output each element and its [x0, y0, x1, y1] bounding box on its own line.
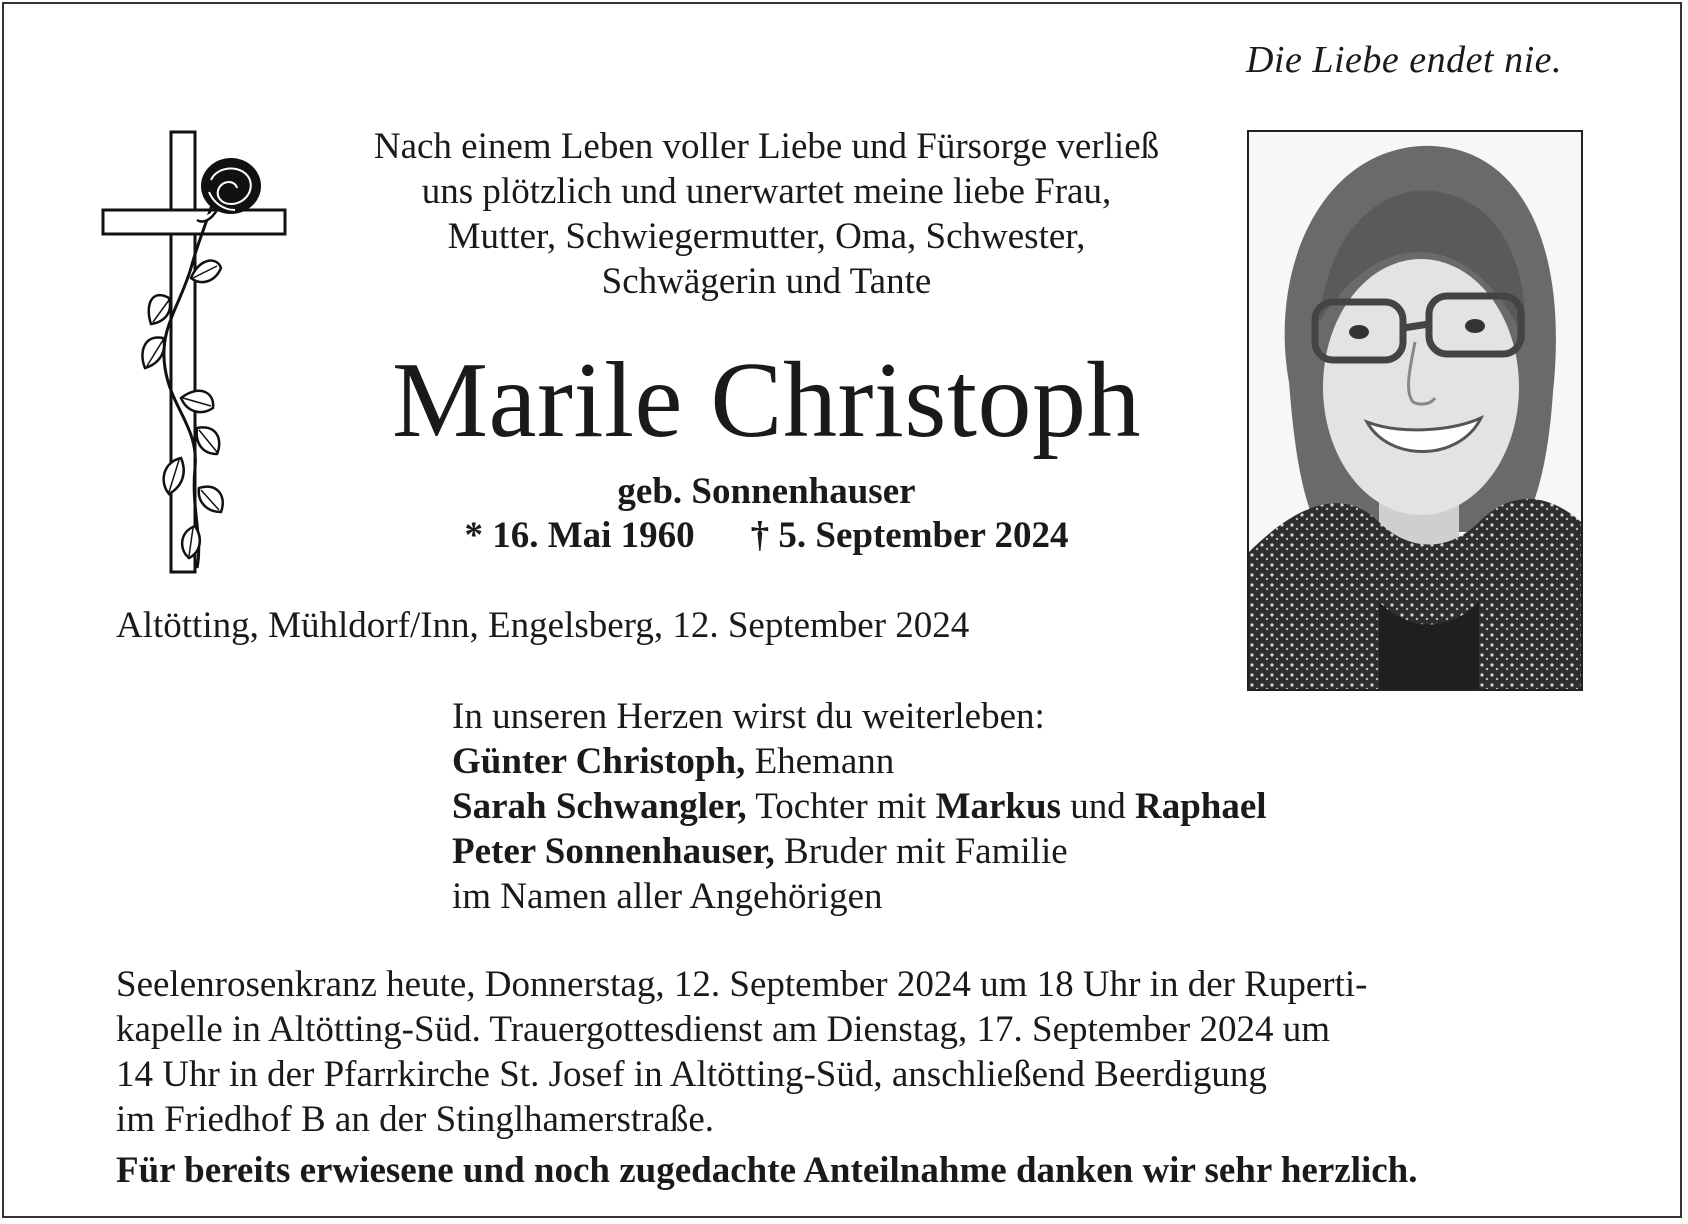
death-date: † 5. September 2024: [750, 515, 1069, 556]
cross-with-rose-icon: [99, 128, 289, 578]
intro-text: [304, 124, 1229, 304]
portrait-photo: [1247, 130, 1583, 691]
mourner-relation: Ehemann: [745, 741, 895, 782]
service-line: kapelle in Altötting-Süd. Trauergottesdienst am Dienstag, 17. September 2024 um: [116, 1009, 1331, 1050]
place-date: Altötting, Mühldorf/Inn, Engelsberg, 12. September 2024: [116, 605, 970, 646]
mourners-closing: im Namen aller Angehörigen: [452, 876, 883, 917]
mourner-name: Günter Christoph,: [452, 741, 746, 782]
mourner-name: Markus: [935, 786, 1061, 827]
mourner-relation: Tochter mit: [746, 786, 936, 827]
intro-line: Nach einem Leben voller Liebe und Fürsorge verließ: [373, 126, 1160, 167]
mourner-row: [452, 829, 1267, 874]
obituary-card: [2, 2, 1682, 1218]
thanks-line: Für bereits erwiesene und noch zugedachte Anteilnahme danken wir sehr herzlich.: [116, 1150, 1418, 1191]
birth-date: * 16. Mai 1960: [464, 515, 695, 556]
mourner-row: [452, 739, 1267, 784]
mourner-name: Sarah Schwangler,: [452, 786, 747, 827]
intro-line: Schwägerin und Tante: [601, 261, 932, 302]
mourner-connector: und: [1060, 786, 1135, 827]
service-line: im Friedhof B an der Stinglhamerstraße.: [116, 1099, 715, 1140]
intro-line: Mutter, Schwiegermutter, Oma, Schwester,: [447, 216, 1086, 257]
mourners-heading: In unseren Herzen wirst du weiterleben:: [452, 696, 1045, 737]
mourner-row: [452, 784, 1267, 829]
mourners-block: [452, 694, 1267, 919]
service-info: [116, 962, 1586, 1142]
mourner-name: Peter Sonnenhauser,: [452, 831, 775, 872]
motto: Die Liebe endet nie.: [1245, 39, 1562, 81]
life-dates: [304, 514, 1229, 557]
service-line: Seelenrosenkranz heute, Donnerstag, 12. September 2024 um 18 Uhr in der Ruperti-: [116, 964, 1368, 1005]
mourner-relation: Bruder mit Familie: [774, 831, 1068, 872]
portrait-image: [1249, 132, 1581, 689]
service-line: 14 Uhr in der Pfarrkirche St. Josef in Altötting-Süd, anschließend Beerdigung: [116, 1054, 1267, 1095]
birth-name: geb. Sonnenhauser: [617, 471, 916, 512]
mourner-name: Raphael: [1134, 786, 1267, 827]
intro-line: uns plötzlich und unerwartet meine liebe Frau,: [421, 171, 1112, 212]
deceased-name: Marile Christoph: [392, 341, 1141, 460]
